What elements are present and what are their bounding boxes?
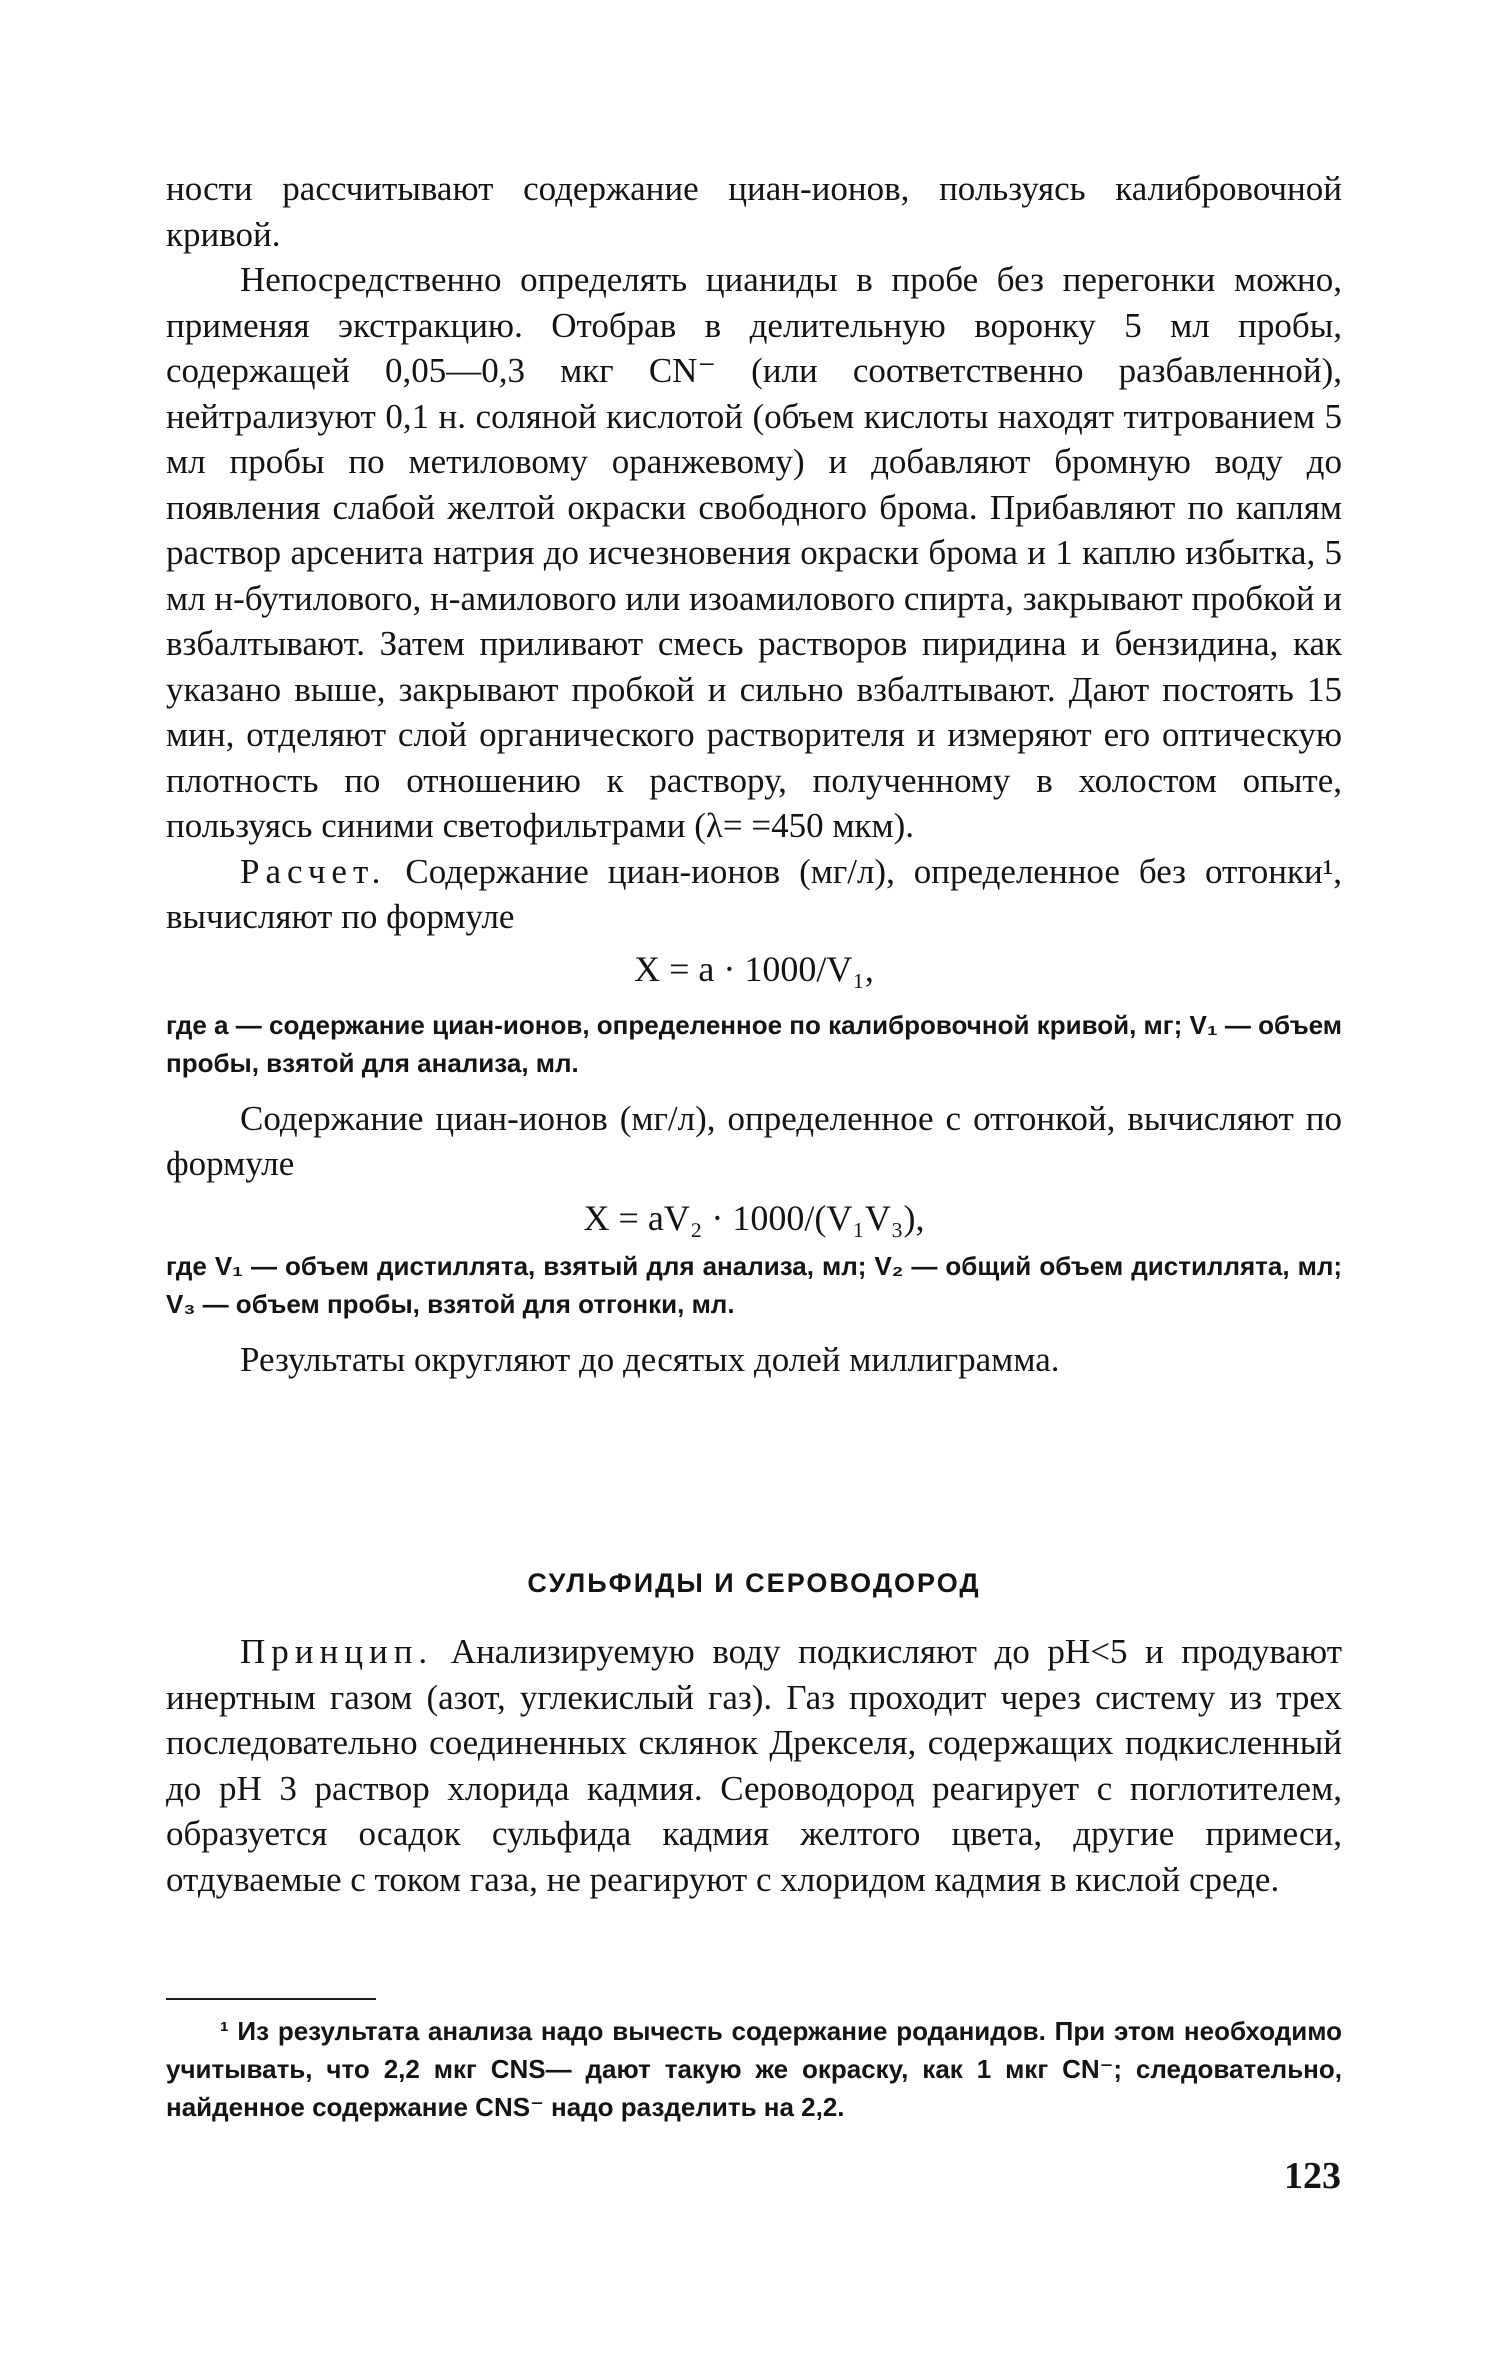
- footnote-divider: [166, 1998, 376, 2000]
- formula-legend-1: где a — содержание циан-ионов, определенное по калибровочной кривой, мг; V₁ — объем пробы, взятой для анализа, мл.: [166, 1009, 1342, 1078]
- calculation-text: Содержание циан-ионов (мг/л), определенное без отгонки¹, вычисляют по формуле: [166, 851, 1342, 936]
- formula-without-distillation: X = a · 1000/V₁,: [634, 948, 874, 989]
- principle-label: Принцип.: [240, 1632, 434, 1671]
- principle-text: Анализируемую воду подкисляют до pH<5 и продувают инертным газом (азот, углекислый газ). Газ проходит через систему из трех последовательно соединенных склянок Дрекселя, содержащих подкисленный до pH 3 раствор хлорида кадмия. Сероводород реагирует с поглотителем, образуется осадок сульфида кадмия желтого цвета, другие примеси, отдуваемые с током газа, не реагируют с хлоридом кадмия в кислой среде.: [166, 1632, 1342, 1899]
- paragraph-with-distillation: Содержание циан-ионов (мг/л), определенное с отгонкой, вычисляют по формуле: [166, 1098, 1342, 1183]
- formula-with-distillation: X = aV₂ · 1000/(V₁V₃),: [583, 1197, 925, 1238]
- paragraph-continuation: ности рассчитывают содержание циан-ионов, пользуясь калибровочной кривой.: [166, 169, 1342, 254]
- paragraph-rounding: Результаты округляют до десятых долей миллиграмма.: [240, 1339, 1060, 1379]
- formula-legend-2: где V₁ — объем дистиллята, взятый для анализа, мл; V₂ — общий объем дистиллята, мл; V₃ — объем пробы, взятой для отгонки, мл.: [166, 1250, 1342, 1319]
- paragraph-calculation: [166, 849, 1342, 940]
- body-text-upper: [166, 166, 1342, 1382]
- paragraph-principle: [166, 1629, 1342, 1902]
- section-sulfides: [166, 1568, 1342, 1902]
- section-heading: СУЛЬФИДЫ И СЕРОВОДОРОД: [527, 1568, 981, 1598]
- calculation-label: Расчет.: [240, 851, 387, 891]
- paragraph-extraction: Непосредственно определять цианиды в пробе без перегонки можно, применяя экстракцию. Отобрав в делительную воронку 5 мл пробы, содержащей 0,05—0,3 мкг CN⁻ (или соответственно разбавленной), нейтрализуют 0,1 н. соляной кислотой (объем кислоты находят титрованием 5 мл пробы по метиловому оранжевому) и добавляют бромную воду до появления слабой желтой окраски свободного брома. Прибавляют по каплям раствор арсенита натрия до исчезновения окраски брома и 1 каплю избытка, 5 мл н-бутилового, н-амилового или изоамилового спирта, закрывают пробкой и взбалтывают. Затем приливают смесь растворов пиридина и бензидина, как указано выше, закрывают пробкой и сильно взбалтывают. Дают постоять 15 мин, отделяют слой органического растворителя и измеряют его оптическую плотность по отношению к раствору, полученному в холостом опыте, пользуясь синими светофильтрами (λ= =450 мкм).: [166, 260, 1342, 845]
- footnote: ¹ Из результата анализа надо вычесть содержание роданидов. При этом необходимо учитывать, что 2,2 мкг CNS— дают такую же окраску, как 1 мкг CN⁻; следовательно, найденное содержание CNS⁻ надо разделить на 2,2.: [166, 2016, 1342, 2122]
- page-number: 123: [1284, 2155, 1341, 2197]
